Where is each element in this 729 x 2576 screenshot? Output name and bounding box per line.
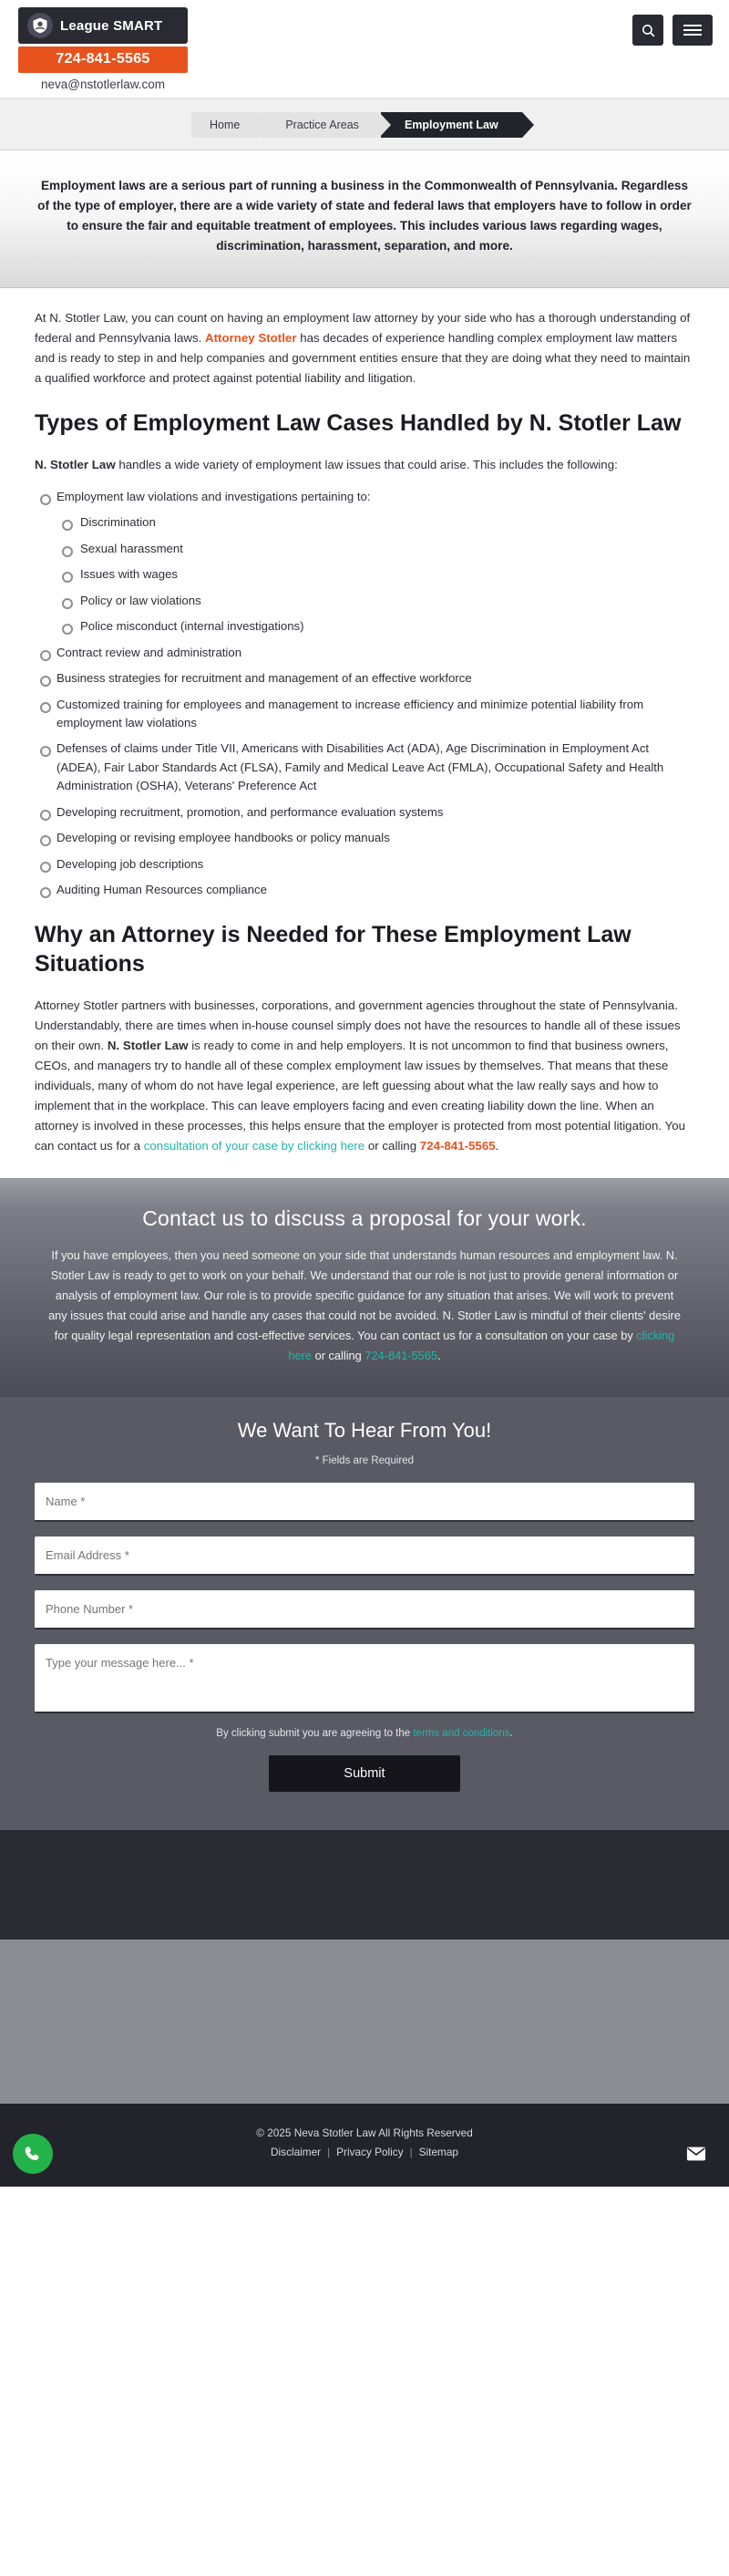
consent-part-2: . (509, 1728, 513, 1740)
section-heading-why-attorney: Why an Attorney is Needed for These Employment Law Situations (35, 921, 631, 978)
list-item-label: Contract review and administration (56, 645, 242, 659)
list-item (35, 644, 694, 662)
paragraph-intro-part-1: At N. Stotler Law, you can count on having an employment law attorney by your side who has a thorough understanding of federal and Pennsylvania laws. (35, 311, 691, 346)
list-item-label: Police misconduct (internal investigations) (80, 619, 304, 634)
list-item-label: Business strategies for recruitment and management of an effective workforce (56, 671, 472, 686)
footer-separator-1: | (327, 2146, 331, 2159)
list-item (56, 617, 694, 636)
footer-wrapper (0, 2104, 729, 2186)
case-types-list (35, 488, 694, 900)
consultation-link[interactable]: consultation of your case by clicking here (143, 1139, 365, 1154)
case-types-sublist (56, 513, 694, 636)
list-item (56, 513, 694, 532)
email-contact-button[interactable] (676, 2134, 716, 2174)
paragraph-why-attorney (35, 996, 694, 1157)
cta-text-part-1: If you have employees, then you need someone on your side that understands human resources and employment law. N. Stotler Law is ready to get to work on your behalf. We understand that our role is not just to provide general information or analysis of employment law. Our role is to provide specific guidance for any situation that arises. We will work to prevent any issues that could arise and handle any cases that could not be avoided. N. Stotler Law is mindful of their clients' desire for quality legal representation and cost-effective services. You can contact us for a consultation on your case by (48, 1248, 681, 1343)
section-heading-case-types: Types of Employment Law Cases Handled by N. Stotler Law (35, 410, 682, 437)
breadcrumb (0, 112, 729, 138)
list-item (56, 592, 694, 610)
list-item-label: Policy or law violations (80, 593, 201, 607)
cta-section (0, 1178, 729, 1397)
list-item (35, 829, 694, 847)
intro-banner (0, 150, 729, 288)
search-icon (641, 23, 656, 38)
paragraph-case-types (35, 455, 694, 475)
envelope-icon (686, 2146, 706, 2162)
contact-form-section (0, 1397, 729, 1830)
cta-clicking-here-link[interactable]: clicking here (288, 1329, 675, 1363)
intro-text: Employment laws are a serious part of running a business in the Commonwealth of Pennsylvania. Regardless of the type of employer, there are a wide variety of state and federal laws that employers have to follow in order to ensure the fair and equitable treatment of employees. This includes various laws regarding wages, discrimination, harassment, separation, and more. (37, 179, 692, 253)
list-item-label: Sexual harassment (80, 541, 183, 555)
search-button[interactable] (632, 15, 663, 46)
form-consent-text (35, 1728, 694, 1739)
list-item-label: Customized training for employees and management to increase efficiency and minimize potential liability from employment law violations (56, 697, 644, 729)
list-item-label: Developing recruitment, promotion, and performance evaluation systems (56, 804, 444, 819)
hamburger-menu-icon (683, 22, 702, 38)
map-region[interactable] (0, 1830, 729, 1940)
breadcrumb-item-employment-law[interactable]: Employment Law (381, 112, 522, 138)
cta-phone-link[interactable]: 724-841-5565 (364, 1349, 438, 1363)
cta-title: Contact us to discuss a proposal for your work. (142, 1206, 587, 1231)
breadcrumb-bar (0, 98, 729, 150)
logo-block[interactable] (18, 7, 188, 91)
lower-grey-region (0, 1940, 729, 2104)
list-item-label: Developing or revising employee handbooks or policy manuals (56, 831, 390, 845)
terms-and-conditions-link[interactable]: terms and conditions (413, 1728, 510, 1740)
logo-bar[interactable] (18, 7, 188, 44)
paragraph-why-part-2: is ready to come in and help employers. It is not uncommon to find that business owners, CEOs, and managers try to handle all of these complex employment law issues by themselves. That means that these individuals, many of whom do not have legal experience, are left guessing about what the law really says and how to implement that in the workplace. This can leave employers facing and even creating liability down the line. When an attorney is involved in these processes, this helps ensure that the employer is protected from most potential litigation. You can contact us for a (35, 1038, 685, 1154)
paragraph-intro (35, 308, 694, 388)
list-item-label: Issues with wages (80, 567, 179, 582)
name-input[interactable] (35, 1483, 694, 1522)
menu-button[interactable] (673, 15, 713, 46)
list-item-label: Developing job descriptions (56, 856, 204, 871)
list-item (35, 488, 694, 636)
email-input[interactable] (35, 1536, 694, 1576)
list-item (35, 669, 694, 688)
header-phone[interactable]: 724-841-5565 (18, 47, 188, 73)
footer-link-sitemap[interactable]: Sitemap (418, 2146, 458, 2159)
list-item (35, 740, 694, 795)
list-item-label: Defenses of claims under Title VII, Americans with Disabilities Act (ADA), Age Discrimination in Employment Act (ADEA), Fair Labor Standards Act (FLSA), Family and Medical Leave Act (FMLA), Occupational Safety and Health Administration (OSHA), Veterans' Preference Act (56, 741, 664, 793)
cta-text-part-2: or calling (312, 1349, 365, 1363)
paragraph-why-part-3: or calling (364, 1139, 420, 1154)
submit-button[interactable]: Submit (269, 1755, 460, 1792)
site-footer (0, 2104, 729, 2186)
body-phone-link[interactable]: 724-841-5565 (419, 1139, 496, 1154)
paragraph-intro-part-2: has decades of experience handling complex employment law matters and is ready to step in and help companies and government entities ensure that they are doing what they need to maintain a qualified workforce and protect against potential liability and litigation. (35, 331, 691, 386)
list-item-label: Auditing Human Resources compliance (56, 883, 267, 897)
phone-input[interactable] (35, 1590, 694, 1629)
shield-helmet-icon (27, 13, 53, 38)
list-item (56, 565, 694, 584)
header-tools (632, 15, 713, 46)
breadcrumb-item-practice-areas[interactable]: Practice Areas (262, 112, 379, 138)
paragraph-why-end: . (495, 1139, 499, 1154)
footer-link-disclaimer[interactable]: Disclaimer (271, 2146, 322, 2159)
list-item (35, 803, 694, 822)
breadcrumb-item-home[interactable]: Home (191, 112, 260, 138)
list-item (56, 540, 694, 558)
attorney-stotler-link[interactable]: Attorney Stotler (205, 331, 297, 346)
footer-link-privacy-policy[interactable]: Privacy Policy (336, 2146, 404, 2159)
footer-separator-2: | (409, 2146, 413, 2159)
paragraph-why-part-1: Attorney Stotler partners with businesses, corporations, and government agencies throughout the state of Pennsylvania. Understandably, there are times when in-house counsel simply does not have the resources to handle all of these issues on their own. (35, 998, 681, 1052)
list-item-label: Discrimination (80, 515, 156, 530)
message-textarea[interactable] (35, 1644, 694, 1713)
firm-name-bold-2: N. Stotler Law (107, 1038, 189, 1052)
cta-text (46, 1246, 683, 1366)
form-title: We Want To Hear From You! (237, 1419, 492, 1443)
footer-copyright: © 2025 Neva Stotler Law All Rights Reserved (256, 2126, 473, 2140)
cta-text-part-3: . (437, 1349, 441, 1363)
header-email[interactable]: neva@nstotlerlaw.com (40, 78, 165, 91)
list-item (35, 881, 694, 899)
main-content (0, 288, 729, 1178)
footer-links (0, 2143, 729, 2162)
phone-chat-icon (23, 2144, 43, 2164)
firm-name-bold-1: N. Stotler Law (35, 457, 116, 471)
list-item (35, 855, 694, 874)
site-header (0, 0, 729, 98)
paragraph-case-types-rest: handles a wide variety of employment law issues that could arise. This includes the following: (115, 457, 618, 471)
logo-text: League SMART (60, 17, 163, 34)
list-item (35, 696, 694, 733)
chat-call-button[interactable] (13, 2134, 53, 2174)
form-required-note: * Fields are Required (314, 1455, 415, 1467)
consent-part-1: By clicking submit you are agreeing to the (216, 1728, 414, 1740)
list-item-label: Employment law violations and investigations pertaining to: (56, 489, 371, 503)
